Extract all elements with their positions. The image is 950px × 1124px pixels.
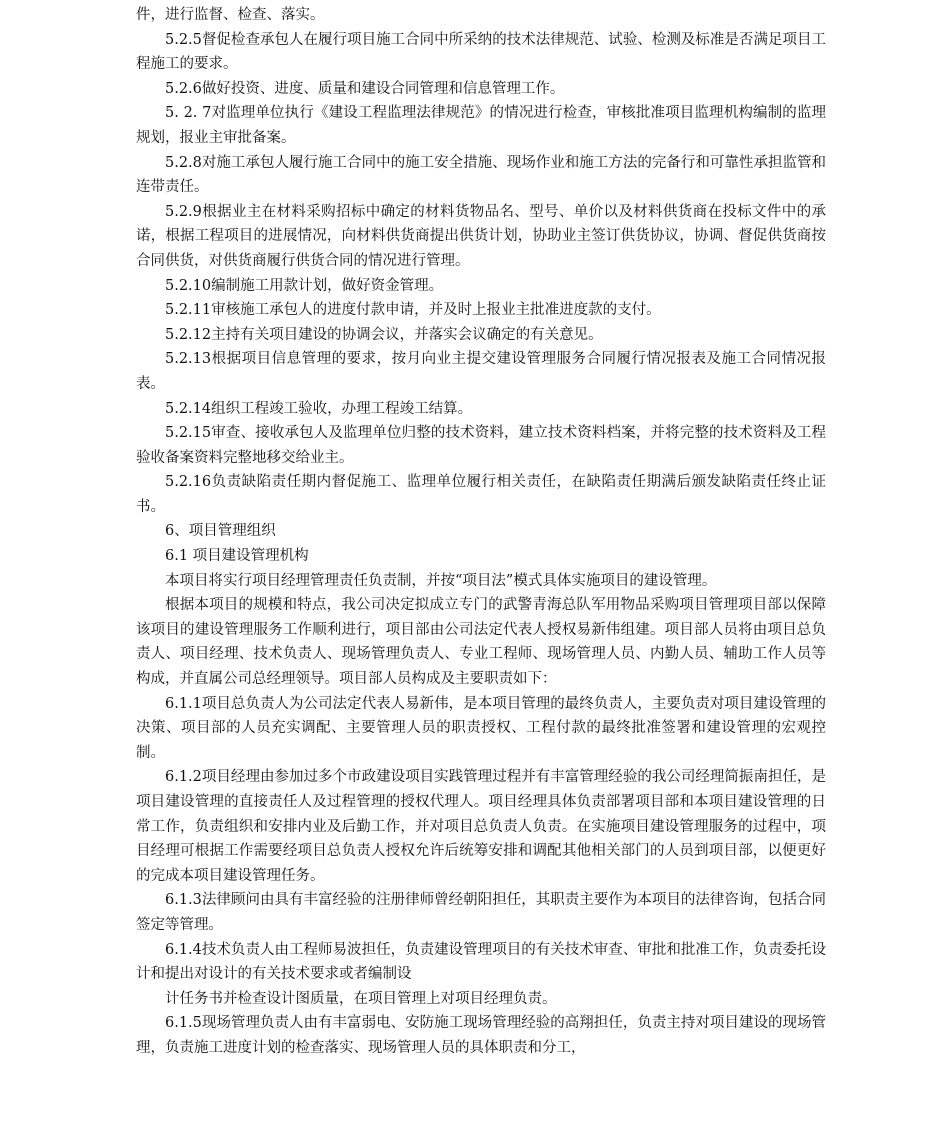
- paragraph: 5.2.13根据项目信息管理的要求，按月向业主提交建设管理服务合同履行情况报表及施工合同情况报表。: [136, 351, 826, 392]
- section-heading: 6、项目管理组织: [165, 523, 276, 540]
- paragraph: 5.2.16负责缺陷责任期内督促施工、监理单位履行相关责任，在缺陷责任期满后颁发缺陷责任终止证书。: [136, 474, 826, 515]
- paragraph: 5.2.10编制施工用款计划，做好资金管理。: [165, 277, 444, 294]
- paragraph: 5.2.14组织工程竣工验收，办理工程竣工结算。: [165, 400, 473, 417]
- paragraph: 5.2.12主持有关项目建设的协调会议，并落实会议确定的有关意见。: [165, 326, 603, 343]
- subsection-heading: 6.1 项目建设管理机构: [165, 548, 309, 565]
- paragraph: 6.1.4技术负责人由工程师易波担任，负责建设管理项目的有关技术审查、审批和批准工作，负责委托设计和提出对设计的有关技术要求或者编制设: [136, 941, 826, 983]
- paragraph: 5. 2. 7对监理单位执行《建设工程监理法律规范》的情况进行检查，审核批准项目监理机构编制的监理规划，报业主审批备案。: [136, 105, 826, 146]
- paragraph: 计任务书并检查设计图质量，在项目管理上对项目经理负责。: [165, 990, 557, 1007]
- paragraph: 5.2.9根据业主在材料采购招标中确定的材料货物品名、型号、单价以及材料供货商在投标文件中的承诺，根据工程项目的进展情况，向材料供货商提出供货计划，协助业主签订供货协议，协调、督促供货商按合同供货，对供货商履行供货合同的情况进行管理。: [136, 203, 826, 269]
- paragraph: 5.2.5督促检查承包人在履行项目施工合同中所采纳的技术法律规范、试验、检测及标准是否满足项目工程施工的要求。: [136, 31, 826, 73]
- paragraph: 6.1.1项目总负责人为公司法定代表人易新伟，是本项目管理的最终负责人，主要负责对项目建设管理的决策、项目部的人员充实调配、主要管理人员的职责授权、工程付款的最终批准签署和建设管理的宏观控制。: [136, 695, 826, 761]
- paragraph: 5.2.15审查、接收承包人及监理单位归整的技术资料，建立技术资料档案，并将完整的技术资料及工程验收备案资料完整地移交给业主。: [136, 425, 826, 466]
- paragraph: 5.2.6做好投资、进度、质量和建设合同管理和信息管理工作。: [165, 80, 565, 97]
- paragraph: 6.1.5现场管理负责人由有丰富弱电、安防施工现场管理经验的高翔担任，负责主持对项目建设的现场管理，负责施工进度计划的检查落实、现场管理人员的具体职责和分工，: [136, 1015, 826, 1056]
- paragraph: 6.1.2项目经理由参加过多个市政建设项目实践管理过程并有丰富管理经验的我公司经理简振南担任，是项目建设管理的直接责任人及过程管理的授权代理人。项目经理具体负责部署项目部和本项目建设管理的日常工作，负责组织和安排内业及后勤工作，并对项目总负责人负责。在实施项目建设管理服务的过程中，项目经理可根据工作需要经项目总负责人授权允许后统筹安排和调配其他相关部门的人员到项目部，以便更好的完成本项目建设管理任务。: [136, 769, 826, 884]
- paragraph: 5.2.8对施工承包人履行施工合同中的施工安全措施、现场作业和施工方法的完备行和可靠性承担监管和连带责任。: [136, 154, 826, 196]
- paragraph: 本项目将实行项目经理管理责任负责制，并按“项目法”模式具体实施项目的建设管理。: [165, 572, 717, 589]
- paragraph: 5.2.11审核施工承包人的进度付款申请，并及时上报业主批准进度款的支付。: [165, 302, 661, 319]
- paragraph: 根据本项目的规模和特点，我公司决定拟成立专门的武警青海总队军用物品采购项目管理项目部以保障该项目的建设管理服务工作顺利进行，项目部由公司法定代表人授权易新伟组建。项目部人员将由项目总负责人、项目经理、技术负责人、现场管理负责人、专业工程师、现场管理人员、内勤人员、辅助工作人员等构成，并直属公司总经理领导。项目部人员构成及主要职责如下：: [136, 597, 826, 688]
- paragraph: 6.1.3法律顾问由具有丰富经验的注册律师曾经朝阳担任，其职责主要作为本项目的法律咨询，包括合同签定等管理。: [136, 892, 826, 933]
- document-page: [136, 0, 826, 1061]
- paragraph: 件，进行监督、检查、落实。: [136, 7, 325, 23]
